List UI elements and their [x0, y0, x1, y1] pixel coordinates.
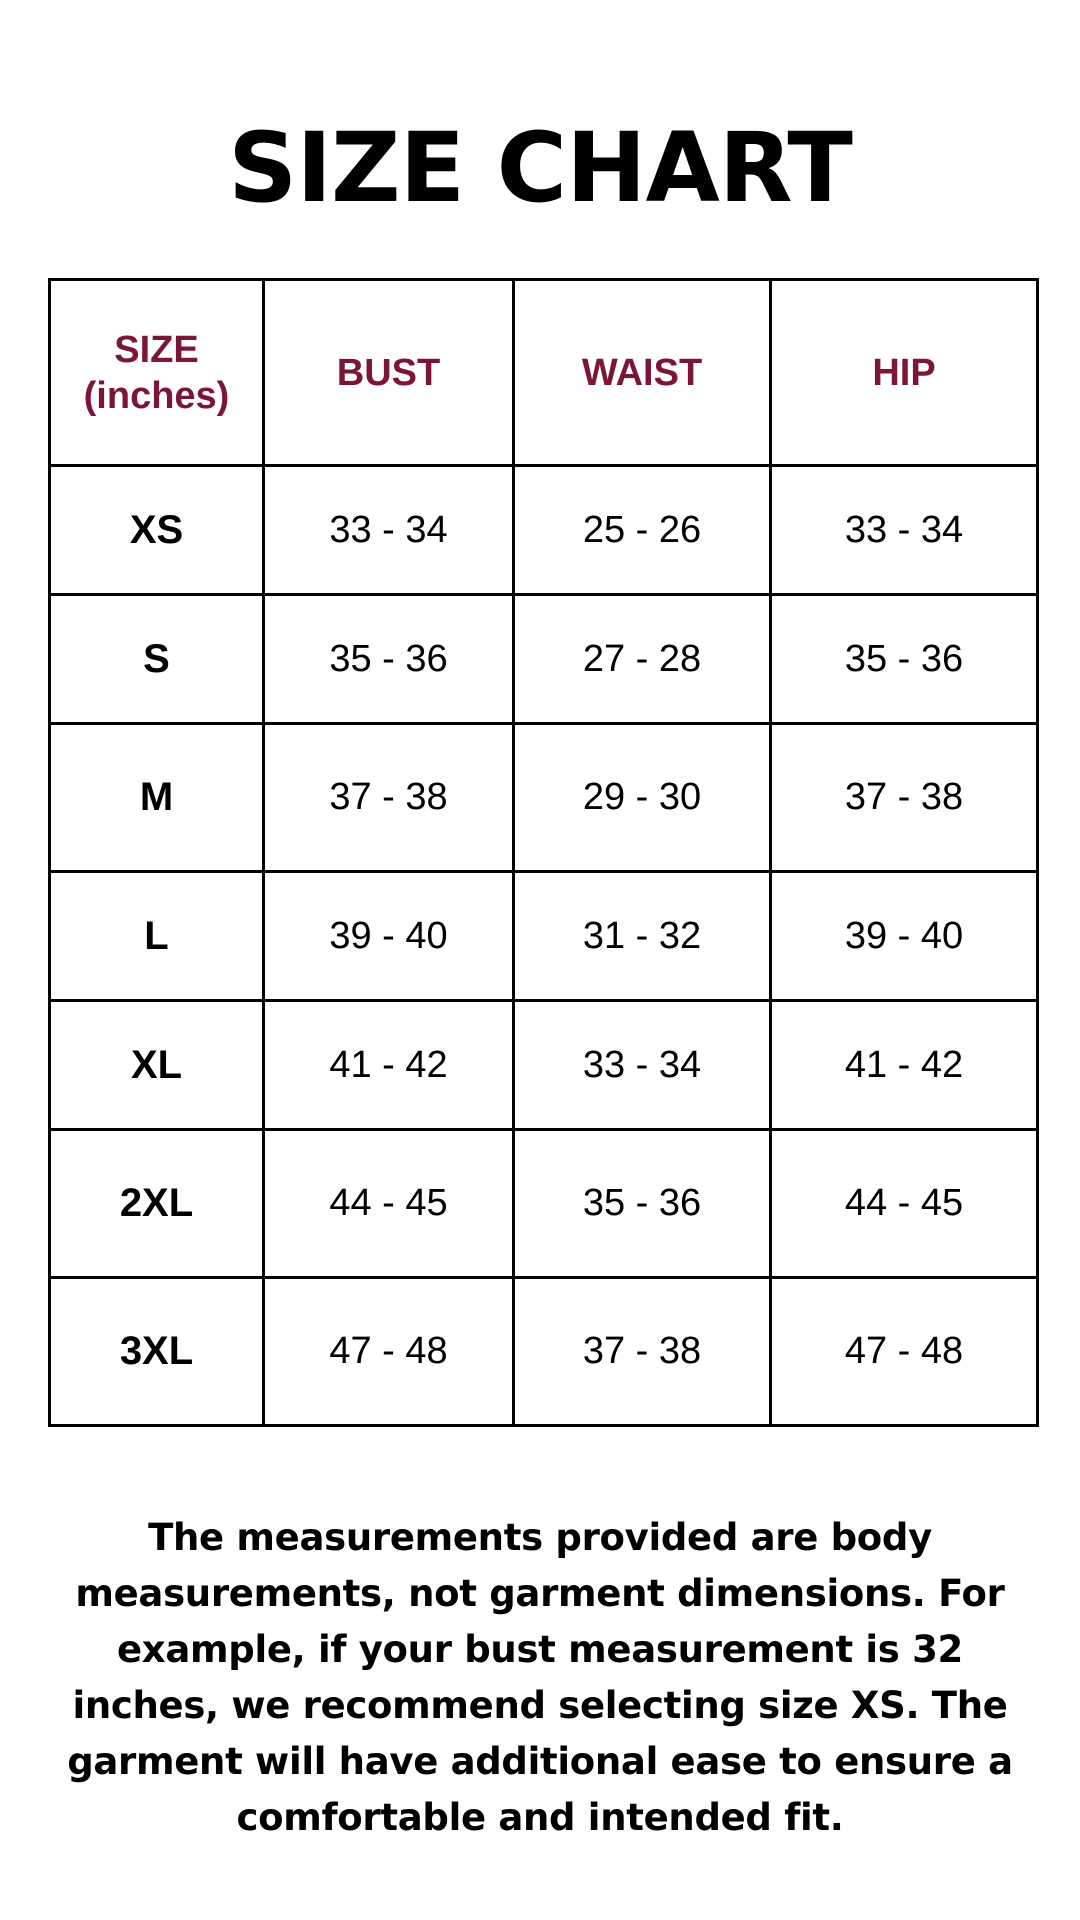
size-cell: L	[50, 872, 264, 1001]
waist-cell: 25 - 26	[514, 466, 771, 595]
table-row	[50, 466, 1038, 595]
hip-cell: 44 - 45	[771, 1130, 1038, 1278]
hip-cell: 39 - 40	[771, 872, 1038, 1001]
hip-cell: 37 - 38	[771, 724, 1038, 872]
header-hip: HIP	[771, 280, 1038, 466]
size-cell: XS	[50, 466, 264, 595]
table-row	[50, 595, 1038, 724]
table-row	[50, 1278, 1038, 1426]
table-header-row	[50, 280, 1038, 466]
bust-cell: 33 - 34	[264, 466, 514, 595]
bust-cell: 39 - 40	[264, 872, 514, 1001]
bust-cell: 37 - 38	[264, 724, 514, 872]
hip-cell: 41 - 42	[771, 1001, 1038, 1130]
header-size	[50, 280, 264, 466]
header-waist: WAIST	[514, 280, 771, 466]
waist-cell: 27 - 28	[514, 595, 771, 724]
size-chart-table	[48, 278, 1039, 1427]
bust-cell: 35 - 36	[264, 595, 514, 724]
header-bust: BUST	[264, 280, 514, 466]
measurement-note: The measurements provided are body measurements, not garment dimensions. For example, if your bust measurement is 32 inches, we recommend selecting size XS. The garment will have additional ease to ensure a comfortable and intended fit.	[67, 1516, 1013, 1839]
waist-cell: 31 - 32	[514, 872, 771, 1001]
waist-cell: 35 - 36	[514, 1130, 771, 1278]
size-cell: M	[50, 724, 264, 872]
hip-cell: 35 - 36	[771, 595, 1038, 724]
size-cell: 2XL	[50, 1130, 264, 1278]
size-cell: 3XL	[50, 1278, 264, 1426]
waist-cell: 33 - 34	[514, 1001, 771, 1130]
header-size-unit: (inches)	[83, 374, 230, 417]
size-cell: XL	[50, 1001, 264, 1130]
waist-cell: 29 - 30	[514, 724, 771, 872]
header-size-label: SIZE	[114, 328, 199, 371]
bust-cell: 47 - 48	[264, 1278, 514, 1426]
table-row	[50, 724, 1038, 872]
page-title: SIZE CHART	[228, 112, 852, 224]
table-row	[50, 872, 1038, 1001]
size-cell: S	[50, 595, 264, 724]
waist-cell: 37 - 38	[514, 1278, 771, 1426]
table-row	[50, 1130, 1038, 1278]
hip-cell: 33 - 34	[771, 466, 1038, 595]
bust-cell: 41 - 42	[264, 1001, 514, 1130]
bust-cell: 44 - 45	[264, 1130, 514, 1278]
table-row	[50, 1001, 1038, 1130]
hip-cell: 47 - 48	[771, 1278, 1038, 1426]
